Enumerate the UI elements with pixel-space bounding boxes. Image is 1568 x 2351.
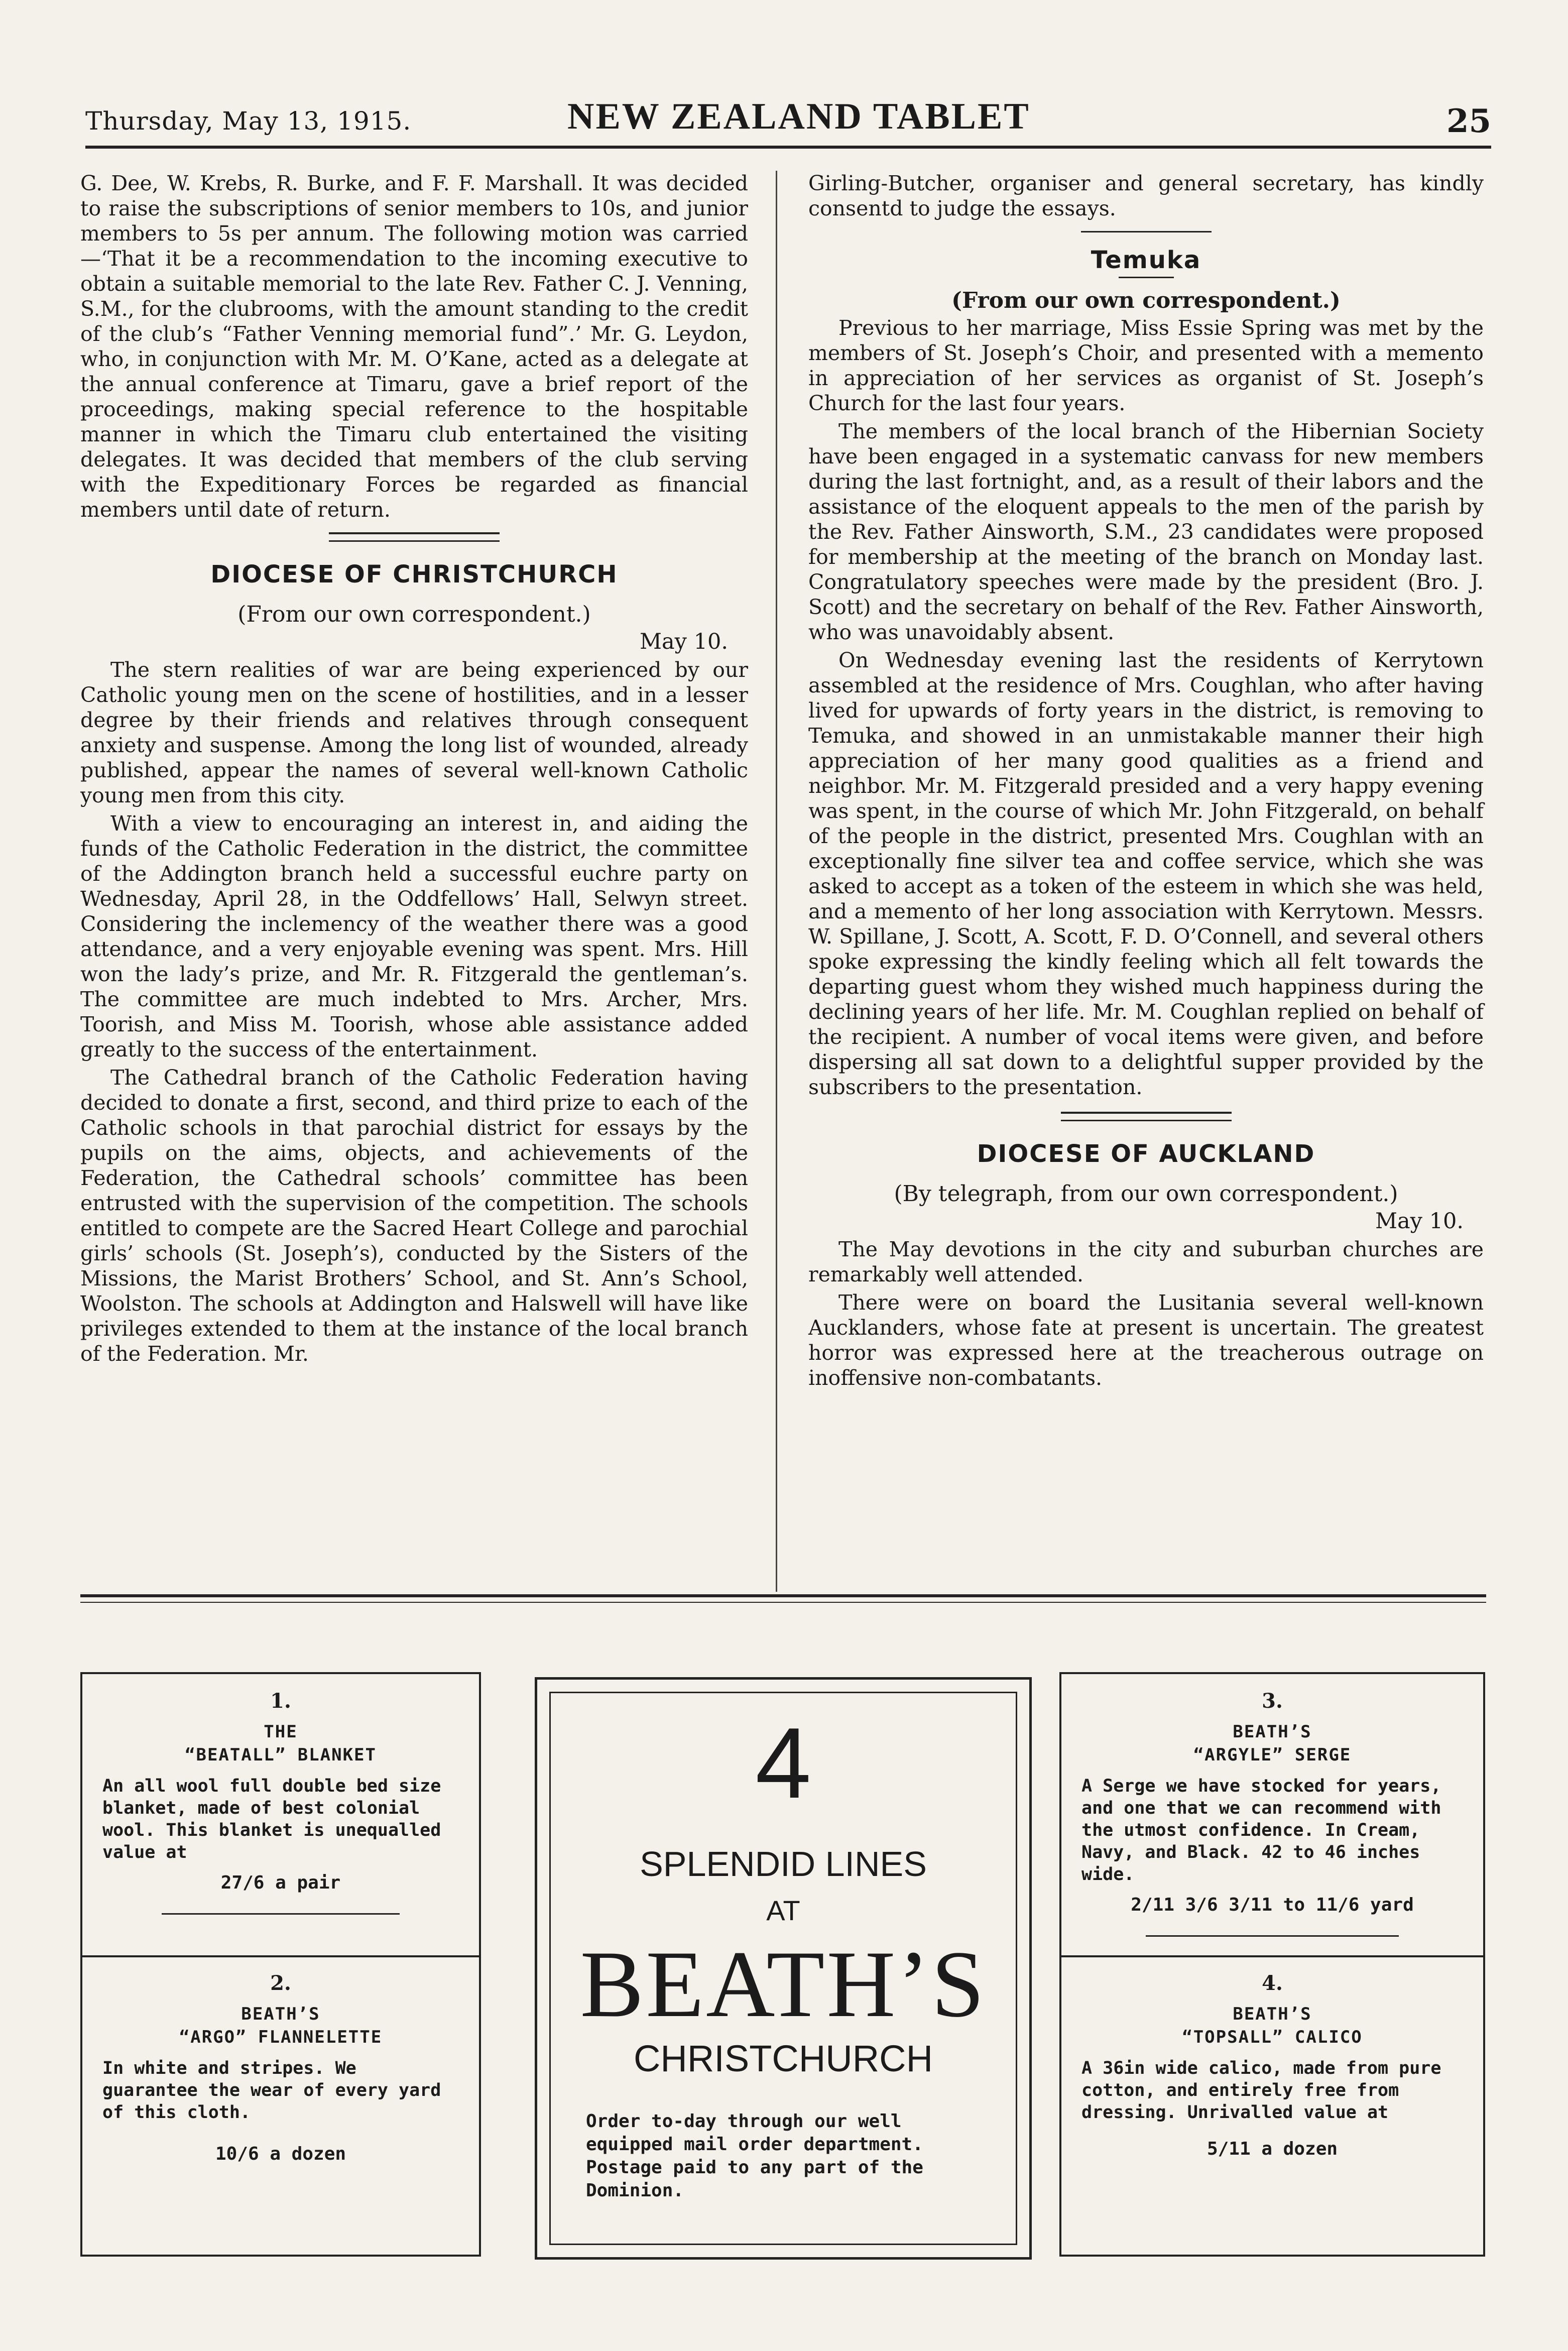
- ad-item-price: 10/6 a dozen: [215, 2144, 346, 2164]
- ad-order-text: Order to-day through our well equipped mail order department. Postage paid to any part of the Dominion.: [586, 2111, 923, 2201]
- continued-paragraph: G. Dee, W. Krebs, R. Burke, and F. F. Marshall. It was decided to raise the subscriptions of senior members to 10s, and junior members to 5s per annum. The following motion was carried—‘That it be a recommendation to the incoming executive to obtain a suitable memorial to the late Rev. Father C. J. Venning, S.M., for the clubrooms, with the amount standing to the credit of the club’s “Father Venning memorial fund”.’ Mr. G. Leydon, who, in conjunction with Mr. M. O’Kane, acted as a delegate at the annual conference at Timaru, gave a brief report of the proceedings, making special reference to the hospitable manner in which the Timaru club entertained the visiting delegates. It was decided that members of the club serving with the Expeditionary Forces be regarded as financial members until date of return.: [80, 171, 748, 522]
- section-title-christchurch: DIOCESE OF CHRISTCHURCH: [210, 560, 618, 589]
- ad-item-flannelette: [80, 1951, 481, 2257]
- ad-item-description: In white and stripes. We guarantee the wear of every yard of this cloth.: [102, 2058, 441, 2123]
- column-divider: [776, 171, 777, 1592]
- article-paragraph: With a view to encouraging an interest in, and aiding the funds of the Catholic Federation in the district, the committee of the Addington branch held a successful euchre party on Wednesday, April 28, in the Oddfellows’ Hall, Selwyn street. Considering the inclemency of the weather there was a good attendance, and a very enjoyable evening was spent. Mrs. Hill won the lady’s prize, and Mr. R. Fitzgerald the gentleman’s. The committee are much indebted to Mrs. Archer, Mrs. Toorish, and Miss M. Toorish, whose able assistance added greatly to the success of the entertainment.: [80, 811, 748, 1062]
- left-column: [80, 171, 748, 1369]
- ad-brand: BEATH’S: [580, 1932, 987, 2037]
- ad-divider: [1146, 1935, 1399, 1937]
- ad-headline: SPLENDID LINES: [640, 1844, 927, 1884]
- ad-item-title: BEATH’S: [1233, 1722, 1312, 1742]
- issue-date: Thursday, May 13, 1915.: [85, 106, 412, 136]
- masthead: NEW ZEALAND TABLET: [567, 96, 1030, 137]
- article-paragraph: There were on board the Lusitania several well-known Aucklanders, whose fate at present is uncertain. The greatest horror was expressed here at the treacherous outrage on inoffensive non-combatants.: [808, 1290, 1484, 1390]
- ad-item-title: “ARGYLE” SERGE: [1193, 1745, 1352, 1765]
- ad-divider: [162, 1913, 400, 1915]
- page-number: 25: [1446, 102, 1491, 140]
- section-divider: [329, 532, 500, 542]
- ad-center-panel: [535, 1677, 1032, 2260]
- section-divider: [1061, 1112, 1232, 1121]
- right-column: [808, 171, 1484, 1393]
- dateline: May 10.: [1375, 1209, 1464, 1234]
- ad-item-title: BEATH’S: [241, 2004, 320, 2024]
- ad-item-blanket: [80, 1672, 481, 1957]
- ad-item-title: BEATH’S: [1233, 2004, 1312, 2024]
- ad-item-number: 1.: [270, 1689, 291, 1713]
- article-paragraph: The members of the local branch of the Hibernian Society have been engaged in a systematic canvass for new members during the last fortnight, and, as a result of their labors and the assistance of the eloquent appeals to the men of the parish by the Rev. Father Ainsworth, S.M., 23 candidates were proposed for membership at the meeting of the branch on Monday last. Congratulatory speeches were made by the president (Bro. J. Scott) and the secretary on behalf of the Rev. Father Ainsworth, who was unavoidably absent.: [808, 419, 1484, 644]
- header-rule: [85, 146, 1491, 149]
- ad-item-number: 2.: [270, 1971, 291, 1995]
- ad-item-number: 4.: [1262, 1971, 1283, 1995]
- page-rule: [80, 1602, 1486, 1603]
- ad-item-title: “TOPSALL” CALICO: [1182, 2027, 1363, 2047]
- article-paragraph: The May devotions in the city and suburban churches are remarkably well attended.: [808, 1237, 1484, 1286]
- ad-item-price: 27/6 a pair: [220, 1872, 341, 1893]
- ad-item-title: “ARGO” FLANNELETTE: [179, 2027, 383, 2047]
- ad-headline-at: AT: [766, 1895, 800, 1926]
- ad-item-serge: [1059, 1672, 1485, 1957]
- ad-item-number: 3.: [1262, 1689, 1283, 1713]
- section-title-temuka: Temuka: [1091, 246, 1201, 274]
- correspondent-line: (By telegraph, from our own correspondent.): [894, 1181, 1398, 1207]
- ad-item-price: 5/11 a dozen: [1207, 2139, 1338, 2159]
- ad-item-description: A 36in wide calico, made from pure cotton, and entirely free from dressing. Unrivalled value at: [1081, 2058, 1441, 2123]
- page-header: [85, 95, 1491, 151]
- article-paragraph: On Wednesday evening last the residents of Kerrytown assembled at the residence of Mrs. Coughlan, who after having lived for upwards of forty years in the district, is removing to Temuka, and showed in an unmistakable manner their high appreciation of her many good qualities as a friend and neighbor. Mr. M. Fitzgerald presided and a very happy evening was spent, in the course of which Mr. John Fitzgerald, on behalf of the people in the district, presented Mrs. Coughlan with an exceptionally fine silver tea and coffee service, which she was asked to accept as a token of the esteem in which she was held, and a memento of her long association with Kerrytown. Messrs. W. Spillane, J. Scott, A. Scott, F. D. O’Connell, and several others spoke expressing the kindly feeling which all felt towards the departing guest whom they wished much happiness during the declining years of her life. Mr. M. Coughlan replied on behalf of the recipient. A number of vocal items were given, and before dispersing all sat down to a delightful supper provided by the subscribers to the presentation.: [808, 648, 1484, 1099]
- ad-item-title: “BEATALL” BLANKET: [185, 1745, 377, 1765]
- article-paragraph: The stern realities of war are being experienced by our Catholic young men on the scene of hostilities, and in a lesser degree by their friends and relatives through consequent anxiety and suspense. Among the long list of wounded, already published, appear the names of several well-known Catholic young men from this city.: [80, 658, 748, 807]
- ad-city: CHRISTCHURCH: [633, 2038, 933, 2079]
- article-paragraph: The Cathedral branch of the Catholic Federation having decided to donate a first, second, and third prize to each of the Catholic schools in that parochial district for essays by the pupils on the aims, objects, and achievements of the Federation, the Cathedral schools’ committee has been entrusted with the supervision of the competition. The schools entitled to compete are the Sacred Heart College and parochial girls’ schools (St. Joseph’s), conducted by the Sisters of the Missions, the Marist Brothers’ School, and St. Ann’s School, Woolston. The schools at Addington and Halswell will have like privileges extended to them at the instance of the local branch of the Federation. Mr.: [80, 1066, 748, 1366]
- correspondent-line: (From our own correspondent.): [237, 602, 591, 627]
- section-divider: [1081, 231, 1212, 232]
- ad-item-calico: [1059, 1951, 1485, 2257]
- ad-lines-count: 4: [755, 1707, 811, 1819]
- ad-item-description: A Serge we have stocked for years, and one that we can recommend with the utmost confidence. In Cream, Navy, and Black. 42 to 46 inches wide.: [1081, 1776, 1441, 1885]
- dateline: May 10.: [639, 629, 728, 654]
- correspondent-line: (From our own correspondent.): [951, 288, 1341, 313]
- page-rule: [80, 1594, 1486, 1597]
- ad-item-description: An all wool full double bed size blanket, made of best colonial wool. This blanket is unequalled value at: [102, 1776, 441, 1862]
- section-title-auckland: DIOCESE OF AUCKLAND: [977, 1140, 1315, 1168]
- ad-item-price: 2/11 3/6 3/11 to 11/6 yard: [1131, 1895, 1414, 1915]
- article-paragraph: Previous to her marriage, Miss Essie Spring was met by the members of St. Joseph’s Choir, and presented with a memento in appreciation of her services as organist of St. Joseph’s Church for the last four years.: [808, 316, 1484, 415]
- ad-item-title: THE: [264, 1722, 298, 1742]
- continued-paragraph: Girling-Butcher, organiser and general secretary, has kindly consentd to judge the essays.: [808, 171, 1484, 220]
- title-underline: [1119, 277, 1174, 278]
